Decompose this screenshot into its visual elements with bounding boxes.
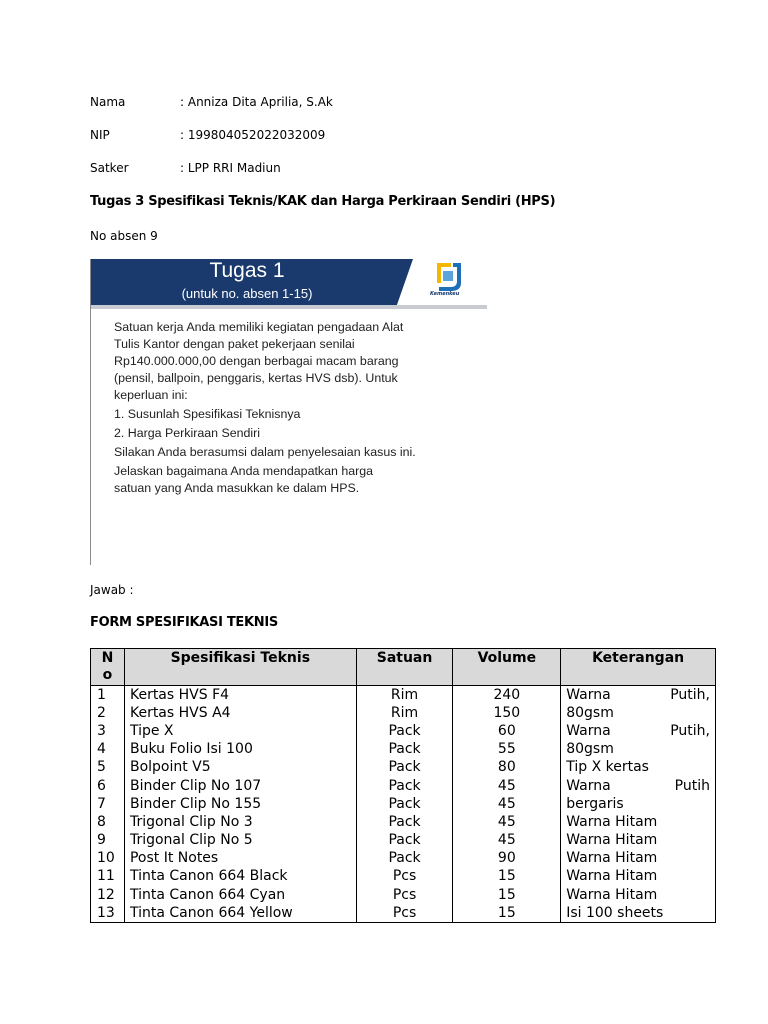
row-number: 5 xyxy=(91,759,125,777)
row-satuan: Pack xyxy=(356,850,453,868)
row-keterangan: 80gsm xyxy=(561,741,716,759)
row-keterangan: Isi 100 sheets xyxy=(561,904,716,923)
row-satuan: Pcs xyxy=(356,904,453,923)
row-volume: 15 xyxy=(453,904,561,923)
banner-underline xyxy=(91,305,487,309)
satker-label: Satker xyxy=(90,161,129,175)
row-satuan: Rim xyxy=(356,686,453,705)
row-spesifikasi: Tipe X xyxy=(124,722,356,740)
row-spesifikasi: Trigonal Clip No 5 xyxy=(124,832,356,850)
row-spesifikasi: Post It Notes xyxy=(124,850,356,868)
absen-number: No absen 9 xyxy=(90,229,158,243)
task-line: Jelaskan bagaimana Anda mendapatkan harga xyxy=(114,464,374,478)
header-no: N o xyxy=(91,649,125,686)
row-satuan: Pack xyxy=(356,795,453,813)
banner-title: Tugas 1 xyxy=(209,259,285,282)
row-spesifikasi: Kertas HVS A4 xyxy=(124,704,356,722)
task-line: (pensil, ballpoin, penggaris, kertas HVS dsb). Untuk xyxy=(114,371,398,385)
row-spesifikasi: Binder Clip No 107 xyxy=(124,777,356,795)
satker-row xyxy=(90,161,281,175)
task-line: Tulis Kantor dengan paket pekerjaan senilai xyxy=(114,337,355,351)
table-row xyxy=(91,813,716,831)
table-row xyxy=(91,777,716,795)
nip-value: : 199804052022032009 xyxy=(180,128,326,142)
row-volume: 15 xyxy=(453,868,561,886)
row-volume: 80 xyxy=(453,759,561,777)
task-heading: Tugas 3 Spesifikasi Teknis/KAK dan Harga Perkiraan Sendiri (HPS) xyxy=(90,194,556,209)
row-volume: 45 xyxy=(453,795,561,813)
satker-value: : LPP RRI Madiun xyxy=(180,161,281,175)
banner-subtitle: (untuk no. absen 1-15) xyxy=(181,286,313,301)
row-spesifikasi: Tinta Canon 664 Black xyxy=(124,868,356,886)
task-line: 1. Susunlah Spesifikasi Teknisnya xyxy=(114,407,301,421)
row-satuan: Pcs xyxy=(356,868,453,886)
task-line: keperluan ini: xyxy=(114,388,188,402)
row-volume: 150 xyxy=(453,704,561,722)
row-number: 12 xyxy=(91,886,125,904)
row-keterangan: Tip X kertas xyxy=(561,759,716,777)
nip-row xyxy=(90,128,325,142)
row-satuan: Pack xyxy=(356,759,453,777)
row-keterangan: Warna Hitam xyxy=(561,813,716,831)
row-spesifikasi: Tinta Canon 664 Yellow xyxy=(124,904,356,923)
table-row xyxy=(91,704,716,722)
row-keterangan: 80gsm xyxy=(561,704,716,722)
row-number: 8 xyxy=(91,813,125,831)
header-keterangan: Keterangan xyxy=(561,649,716,686)
task-line: satuan yang Anda masukkan ke dalam HPS. xyxy=(114,481,360,495)
header-volume: Volume xyxy=(453,649,561,686)
row-keterangan: Warna Hitam xyxy=(561,850,716,868)
task-image xyxy=(90,259,487,565)
row-number: 10 xyxy=(91,850,125,868)
table-row xyxy=(91,795,716,813)
row-number: 1 xyxy=(91,686,125,705)
table-row xyxy=(91,886,716,904)
row-keterangan: Warna Hitam xyxy=(561,886,716,904)
nama-label: Nama xyxy=(90,95,126,109)
table-row xyxy=(91,868,716,886)
header-satuan: Satuan xyxy=(356,649,453,686)
table-row xyxy=(91,759,716,777)
table-row xyxy=(91,904,716,923)
row-spesifikasi: Binder Clip No 155 xyxy=(124,795,356,813)
table-header-row xyxy=(91,649,716,686)
row-satuan: Pack xyxy=(356,832,453,850)
row-keterangan: Warna Putih, xyxy=(561,722,716,740)
logo-text: Kemenkeu xyxy=(430,291,460,297)
table-row xyxy=(91,686,716,705)
table-row xyxy=(91,832,716,850)
row-number: 9 xyxy=(91,832,125,850)
row-keterangan: Warna Hitam xyxy=(561,868,716,886)
row-volume: 45 xyxy=(453,813,561,831)
row-number: 13 xyxy=(91,904,125,923)
row-keterangan: Warna Putih xyxy=(561,777,716,795)
row-volume: 45 xyxy=(453,832,561,850)
task-line: Silakan Anda berasumsi dalam penyelesaian kasus ini. xyxy=(114,445,416,459)
row-number: 6 xyxy=(91,777,125,795)
row-number: 3 xyxy=(91,722,125,740)
row-volume: 240 xyxy=(453,686,561,705)
table-row xyxy=(91,741,716,759)
nip-label: NIP xyxy=(90,128,110,142)
table-row xyxy=(91,850,716,868)
row-number: 7 xyxy=(91,795,125,813)
row-satuan: Rim xyxy=(356,704,453,722)
table-row xyxy=(91,722,716,740)
row-number: 11 xyxy=(91,868,125,886)
header-spesifikasi: Spesifikasi Teknis xyxy=(124,649,356,686)
row-volume: 15 xyxy=(453,886,561,904)
task-banner xyxy=(91,259,487,305)
row-volume: 55 xyxy=(453,741,561,759)
row-satuan: Pack xyxy=(356,813,453,831)
row-keterangan: Warna Putih, xyxy=(561,686,716,705)
row-spesifikasi: Trigonal Clip No 3 xyxy=(124,813,356,831)
row-spesifikasi: Bolpoint V5 xyxy=(124,759,356,777)
task-line: Rp140.000.000,00 dengan berbagai macam barang xyxy=(114,354,399,368)
row-number: 2 xyxy=(91,704,125,722)
answer-label: Jawab : xyxy=(90,583,134,597)
spec-table xyxy=(90,648,716,923)
row-satuan: Pack xyxy=(356,777,453,795)
row-volume: 45 xyxy=(453,777,561,795)
form-heading: FORM SPESIFIKASI TEKNIS xyxy=(90,615,278,630)
task-line: Satuan kerja Anda memiliki kegiatan pengadaan Alat xyxy=(114,320,404,334)
row-satuan: Pack xyxy=(356,722,453,740)
row-volume: 60 xyxy=(453,722,561,740)
nama-row xyxy=(90,95,333,109)
row-number: 4 xyxy=(91,741,125,759)
row-satuan: Pack xyxy=(356,741,453,759)
row-keterangan: Warna Hitam xyxy=(561,832,716,850)
row-volume: 90 xyxy=(453,850,561,868)
row-satuan: Pcs xyxy=(356,886,453,904)
row-keterangan: bergaris xyxy=(561,795,716,813)
task-description xyxy=(114,319,484,497)
task-line: 2. Harga Perkiraan Sendiri xyxy=(114,426,261,440)
row-spesifikasi: Tinta Canon 664 Cyan xyxy=(124,886,356,904)
nama-value: : Anniza Dita Aprilia, S.Ak xyxy=(180,95,333,109)
row-spesifikasi: Buku Folio Isi 100 xyxy=(124,741,356,759)
row-spesifikasi: Kertas HVS F4 xyxy=(124,686,356,705)
